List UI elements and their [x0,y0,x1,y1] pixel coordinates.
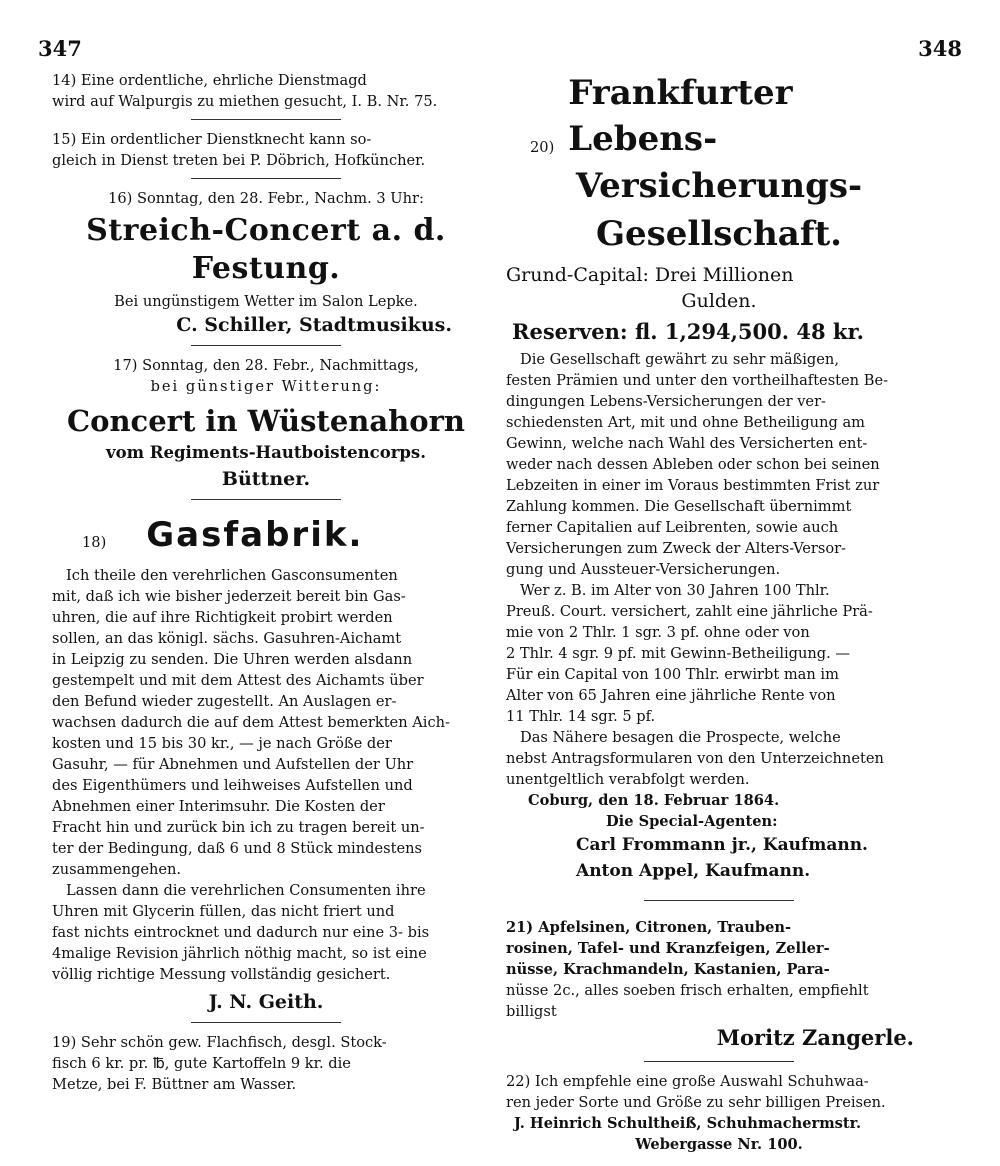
left-column [52,70,480,1095]
separator-rule [191,499,341,500]
ad-20-agent-2: Anton Appel, Kaufmann. [576,861,811,881]
ad-20-para-1-line: ferner Capitalien auf Leibrenten, sowie auch [506,519,839,536]
page-number-right: 348 [918,36,962,61]
ad-14-line-2: wird auf Walpurgis zu miethen gesucht, I. B. Nr. 75. [52,93,438,110]
ad-18-para-2-line: 4malige Revision jährlich nöthig macht, so ist eine [52,945,427,962]
ad-21 [506,917,932,1054]
ad-20-para-3-line: unentgeltlich verabfolgt werden. [506,771,750,788]
ad-18 [52,509,480,1015]
ad-16-title: Streich-Concert a. d. Festung. [86,213,446,286]
ad-17-line-1: 17) Sonntag, den 28. Febr., Nachmittags, [113,357,419,374]
ad-20-para-2-line: Alter von 65 Jahren eine jährliche Rente von [506,687,836,704]
ad-15 [52,129,480,171]
ad-18-para-1-line: wachsen dadurch die auf dem Attest bemerkten Aich- [52,714,450,731]
separator-rule [191,1022,341,1023]
ad-20-para-1-line: Die Gesellschaft gewährt zu sehr mäßigen, [520,351,839,368]
ad-18-para-1-line: kosten und 15 bis 30 kr., — je nach Größe der [52,735,392,752]
ad-14 [52,70,480,112]
ad-15-line-2: gleich in Dienst treten bei P. Döbrich, Hofküncher. [52,152,426,169]
ad-16-line-1: 16) Sonntag, den 28. Febr., Nachm. 3 Uhr: [108,190,424,207]
separator-rule [191,345,341,346]
ad-22-signature: J. Heinrich Schultheiß, Schuhmachermstr. [514,1115,862,1132]
ad-18-para-1-line: sollen, an das königl. sächs. Gasuhren-Aichamt [52,630,402,647]
ad-20-para-1-line: Zahlung kommen. Die Gesellschaft übernimmt [506,498,852,515]
ad-18-para-1-line: ter der Bedingung, daß 6 und 8 Stück mindestens [52,840,422,857]
ad-18-signature: J. N. Geith. [208,991,324,1013]
ad-20-para-1-line: schiedensten Art, mit und ohne Betheiligung am [506,414,866,431]
ad-18-para-1-line: den Befund wieder zugestellt. An Auslagen er- [52,693,397,710]
ad-18-para-1-line: Ich theile den verehrlichen Gasconsumenten [66,567,398,584]
ad-20 [506,70,932,884]
ad-20-grund-2: Gulden. [681,290,757,312]
ad-21-line: nüsse, Krachmandeln, Kastanien, Para- [506,961,830,978]
ad-18-para-1-line: des Eigenthümers und leihweises Aufstellen und [52,777,413,794]
ad-20-para-1-line: Gewinn, welche nach Wahl des Versicherten ent- [506,435,868,452]
ad-20-para-1-line: Lebzeiten in einer im Voraus bestimmten Frist zur [506,477,880,494]
ad-17-line-2: bei günstiger Witterung: [150,378,382,395]
ad-20-reserves: Reserven: fl. 1,294,500. 48 kr. [512,319,864,344]
ad-21-line: rosinen, Tafel- und Kranzfeigen, Zeller- [506,940,830,957]
ad-21-signature: Moritz Zangerle. [716,1025,914,1050]
ad-20-para-1-line: weder nach dessen Ableben oder schon bei seinen [506,456,880,473]
ad-20-para-2-line: Wer z. B. im Alter von 30 Jahren 100 Thlr. [520,582,830,599]
ad-20-grund-1: Grund-Capital: Drei Millionen [506,264,794,286]
ad-16 [52,188,480,338]
ad-20-header [506,70,932,162]
ad-16-signature: C. Schiller, Stadtmusikus. [176,314,452,336]
ad-19-line: fisch 6 kr. pr. ℔, gute Kartoffeln 9 kr. die [52,1055,351,1072]
ad-20-para-1-line: gung und Aussteuer-Versicherungen. [506,561,781,578]
ad-20-para-2-line: Preuß. Court. versichert, zahlt eine jährliche Prä- [506,603,873,620]
ad-20-title-2: Versicherungs-Gesellschaft. [575,166,863,254]
ad-19-line: 19) Sehr schön gew. Flachfisch, desgl. Stock- [52,1034,387,1051]
ad-18-para-1-line: Fracht hin und zurück bin ich zu tragen bereit un- [52,819,425,836]
separator-rule [191,178,341,179]
ad-22-address: Webergasse Nr. 100. [635,1136,803,1153]
ad-18-number: 18) [82,533,107,551]
ad-14-line-1: 14) Eine ordentliche, ehrliche Dienstmagd [52,72,367,89]
ad-20-number: 20) [530,139,555,156]
ad-18-para-1-line: zusammengehen. [52,861,182,878]
ad-22-line: ren jeder Sorte und Größe zu sehr billigen Preisen. [506,1094,886,1111]
ad-18-para-1-line: Gasuhr, — für Abnehmen und Aufstellen der Uhr [52,756,414,773]
ad-20-para-1-line: festen Prämien und unter den vortheilhaftesten Be- [506,372,889,389]
ad-20-para-2-line: 2 Thlr. 4 sgr. 9 pf. mit Gewinn-Betheiligung. — [506,645,851,662]
ad-18-header [52,509,480,561]
ad-18-para-2-line: völlig richtige Messung vollständig gesichert. [52,966,391,983]
ad-22-line: 22) Ich empfehle eine große Auswahl Schuhwaa- [506,1073,869,1090]
ad-18-para-1-line: in Leipzig zu senden. Die Uhren werden alsdann [52,651,413,668]
separator-rule [644,900,794,901]
separator-rule [191,119,341,120]
ad-22 [506,1071,932,1155]
ad-20-para-1-line: Versicherungen zum Zweck der Alters-Versor- [506,540,847,557]
ad-20-para-2-line: Für ein Capital von 100 Thlr. erwirbt man im [506,666,839,683]
page-number-left: 347 [38,36,82,61]
ad-21-line: 21) Apfelsinen, Citronen, Trauben- [506,919,792,936]
ad-16-line-3: Bei ungünstigem Wetter im Salon Lepke. [114,293,418,310]
ad-18-para-2-line: Uhren mit Glycerin füllen, das nicht friert und [52,903,395,920]
ad-18-para-1-line: gestempelt und mit dem Attest des Aichamts über [52,672,424,689]
ad-20-para-1-line: dingungen Lebens-Versicherungen der ver- [506,393,826,410]
ad-20-para-3-line: nebst Antragsformularen von den Unterzeichneten [506,750,884,767]
ad-20-para-3-line: Das Nähere besagen die Prospecte, welche [520,729,841,746]
ad-20-para-2-line: mie von 2 Thlr. 1 sgr. 3 pf. ohne oder von [506,624,810,641]
ad-17-signature: Büttner. [221,468,311,490]
ad-20-agents-label: Die Special-Agenten: [606,813,778,830]
right-column [506,70,932,1155]
ad-18-para-1-line: mit, daß ich wie bisher jederzeit bereit bin Gas- [52,588,406,605]
ad-18-para-2-line: fast nichts eintrocknet und dadurch nur eine 3- bis [52,924,430,941]
ad-19 [52,1032,480,1095]
ad-19-line: Metze, bei F. Büttner am Wasser. [52,1076,297,1093]
ad-18-title: Gasfabrik. [146,515,364,555]
ad-18-para-2-line: Lassen dann die verehrlichen Consumenten ihre [66,882,426,899]
ad-15-line-1: 15) Ein ordentlicher Dienstknecht kann so- [52,131,372,148]
ad-20-title-1: Frankfurter Lebens- [568,73,793,159]
ad-21-line: billigst [506,1003,557,1020]
separator-rule [644,1061,794,1062]
ad-20-dateline: Coburg, den 18. Februar 1864. [528,792,780,809]
ad-18-para-1-line: uhren, die auf ihre Richtigkeit probirt werden [52,609,393,626]
ad-18-para-1-line: Abnehmen einer Interimsuhr. Die Kosten der [52,798,385,815]
ad-17 [52,355,480,492]
ad-17-line-4: vom Regiments-Hautboistencorps. [106,443,426,462]
ad-21-line: nüsse 2c., alles soeben frisch erhalten, empfiehlt [506,982,869,999]
ad-20-agent-1: Carl Frommann jr., Kaufmann. [576,835,868,855]
ad-17-title: Concert in Wüstenahorn [67,404,465,438]
ad-20-para-2-line: 11 Thlr. 14 sgr. 5 pf. [506,708,656,725]
